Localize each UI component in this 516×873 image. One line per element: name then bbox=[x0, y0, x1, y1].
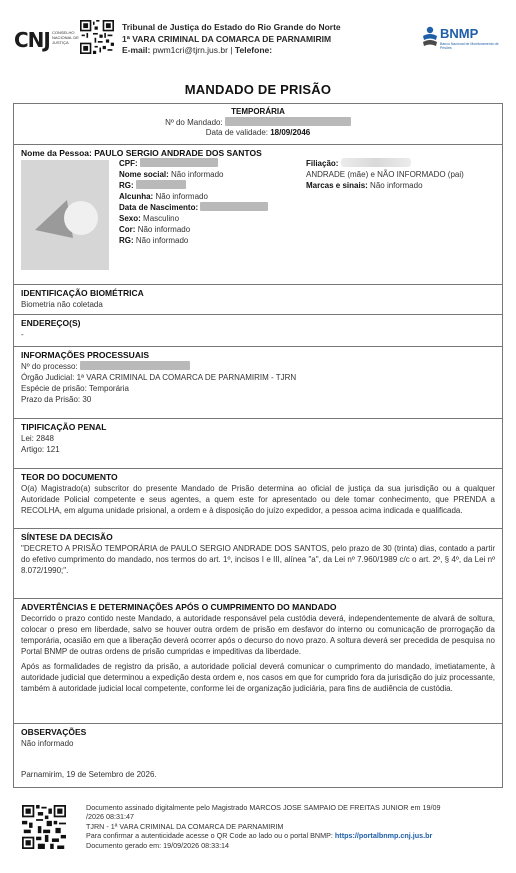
decision-text: "DECRETO A PRISÃO TEMPORÁRIA de PAULO SERGIO ANDRADE DOS SANTOS, pelo prazo de 30 (trinta) dias, contado a partir do efetivo cumprimento do mandado, nos termos do art. 1º, incisos I e III, alínea "a", da Lei nº 7.960/1989 c/c o art. 2º, § 4º, da Lei nº 8.072/1990;". bbox=[21, 544, 495, 575]
court-contact: E-mail: pwm1cri@tjrn.jus.br | Telefone: bbox=[122, 45, 273, 55]
observations-value: Não informado bbox=[21, 739, 74, 748]
penal-heading: TIPIFICAÇÃO PENAL bbox=[21, 422, 107, 432]
filiation-value: ANDRADE (mãe) e NÃO INFORMADO (pai) bbox=[306, 170, 464, 179]
observations-section bbox=[14, 723, 502, 789]
alias-row: Alcunha: Não informado bbox=[119, 192, 208, 201]
court-info bbox=[122, 22, 341, 57]
warnings-section bbox=[14, 598, 502, 723]
process-term-row: Prazo da Prisão: 30 bbox=[21, 395, 92, 404]
redacted-cpf bbox=[140, 158, 218, 167]
cnj-logo-subtitle: CONSELHO NACIONAL DE JUSTIÇA bbox=[52, 30, 79, 45]
signature-line-1: Documento assinado digitalmente pelo Magistrado MARCOS JOSE SAMPAIO DE FREITAS JUNIOR em 19/09 bbox=[86, 803, 441, 812]
decision-section bbox=[14, 528, 502, 598]
social-name-row: Nome social: Não informado bbox=[119, 170, 224, 179]
signature-info bbox=[86, 803, 440, 850]
address-heading: ENDEREÇO(S) bbox=[21, 318, 81, 328]
process-organ-row: Órgão Judicial: 1ª VARA CRIMINAL DA COMARCA DE PARNAMIRIM - TJRN bbox=[21, 373, 297, 382]
law-row: Lei: 2848 bbox=[21, 434, 54, 443]
redacted-process-number bbox=[80, 361, 190, 370]
birth-row: Data de Nascimento: bbox=[119, 202, 268, 213]
signature-line-2: /2026 08:31:47 bbox=[86, 812, 134, 822]
bnmp-logo-subtitle: Banco Nacional de Monitoramento de Prisões bbox=[440, 42, 499, 50]
blurred-filiation bbox=[341, 158, 411, 167]
image-placeholder-icon bbox=[21, 160, 109, 270]
signature-line-3: TJRN - 1ª VARA CRIMINAL DA COMARCA DE PARNAMIRIM bbox=[86, 821, 284, 831]
person-section bbox=[14, 144, 502, 284]
qr-code-icon bbox=[80, 20, 114, 54]
rg-row: RG: bbox=[119, 180, 268, 191]
cpf-row: CPF: bbox=[119, 158, 268, 169]
process-kind-row: Espécie de prisão: Temporária bbox=[21, 384, 129, 393]
rg2-row: RG: Não informado bbox=[119, 236, 189, 245]
warnings-heading: ADVERTÊNCIAS E DETERMINAÇÕES APÓS O CUMPRIMENTO DO MANDADO bbox=[21, 602, 337, 612]
place-and-date: Parnamirim, 19 de Setembro de 2026. bbox=[21, 770, 157, 779]
content-section bbox=[14, 468, 502, 528]
process-heading: INFORMAÇÕES PROCESSUAIS bbox=[21, 350, 149, 360]
court-name: Tribunal de Justiça do Estado do Rio Grande do Norte bbox=[122, 22, 341, 32]
sex-row: Sexo: Masculino bbox=[119, 214, 180, 223]
bnmp-logo: BNMP Banco Nacional de Monitoramento de Prisões bbox=[422, 24, 500, 54]
signature-footer bbox=[22, 800, 502, 860]
warnings-paragraph-1: Decorrido o prazo contido neste Mandado, a autoridade responsável pela custódia deverá, independentemente de alvará de soltura, colocar o preso em liberdade, salvo se houver outra ordem de prisão em desfavor do interno ou comunicação de prorrogação da temporária, ocasião em que a liberação deverá ocorrer após o decurso do novo prazo. A soltura deverá ser precedida de pesquisa no Portal BNMP de outras ordens de prisão cumpridas e impeditivas da liberdade. bbox=[21, 614, 495, 656]
penal-section bbox=[14, 418, 502, 468]
observations-heading: OBSERVAÇÕES bbox=[21, 727, 87, 737]
warrant-number: Nº do Mandado: bbox=[21, 117, 495, 128]
address-section bbox=[14, 314, 502, 346]
process-number-row: Nº do processo: bbox=[21, 361, 495, 372]
content-heading: TEOR DO DOCUMENTO bbox=[21, 472, 118, 482]
biometric-value: Biometria não coletada bbox=[21, 300, 103, 309]
content-text: O(a) Magistrado(a) subscritor do presente Mandado de Prisão determina ao oficial de justiça da sua jurisdição ou a qualquer Autoridade Policial competente e seus agentes, a quem este for apresentado ou dele tomar conhecimento, que PRENDA a RECOLHA, em alguma unidade prisional, a ordem e à disposição do juízo expedidor, a pessoa acima indicada e qualificada. bbox=[21, 484, 495, 515]
marks-row: Marcas e sinais: Não informado bbox=[306, 181, 423, 190]
warnings-paragraph-2: Após as formalidades de registro da prisão, a autoridade policial deverá comunicar o cumprimento do mandado, imetiatamente, à autoridade judicial que determinou a expedição desta ordem e, nos casos em que for cumprido fora da jurisdição do juiz processante, também à autoridade judicial local competente, conforme lei de organização judiciária, para fins de audiência de custódia. bbox=[21, 662, 495, 693]
person-name: Nome da Pessoa: PAULO SERGIO ANDRADE DOS SANTOS bbox=[21, 148, 262, 158]
signature-line-4: Para confirmar a autenticidade acesse o QR Code ao lado ou o portal BNMP: https://portalbnmp.cnj.jus.br bbox=[86, 831, 433, 841]
document-header bbox=[14, 20, 504, 60]
warrant-validity: Data de validade: 18/09/2046 bbox=[205, 128, 311, 137]
signature-line-5: Documento gerado em: 19/09/2026 08:33:14 bbox=[86, 840, 230, 850]
document-title: MANDADO DE PRISÃO bbox=[184, 82, 332, 97]
biometric-section bbox=[14, 284, 502, 314]
redacted-rg bbox=[136, 180, 186, 189]
court-unit: 1ª VARA CRIMINAL DA COMARCA DE PARNAMIRIM bbox=[122, 33, 332, 44]
warrant-frame bbox=[13, 103, 503, 788]
address-value: - bbox=[21, 330, 24, 339]
warrant-type: TEMPORÁRIA bbox=[231, 107, 285, 116]
article-row: Artigo: 121 bbox=[21, 445, 60, 454]
process-section bbox=[14, 346, 502, 418]
color-row: Cor: Não informado bbox=[119, 225, 191, 234]
redacted-warrant-number bbox=[225, 117, 351, 126]
court-email: pwm1cri@tjrn.jus.br bbox=[152, 45, 228, 55]
redacted-birth-date bbox=[200, 202, 268, 211]
portal-link[interactable]: https://portalbnmp.cnj.jus.br bbox=[334, 831, 433, 841]
person-details bbox=[119, 158, 268, 246]
biometric-heading: IDENTIFICAÇÃO BIOMÉTRICA bbox=[21, 288, 144, 298]
cnj-logo: CNJ CONSELHO NACIONAL DE JUSTIÇA bbox=[14, 28, 72, 52]
decision-heading: SÍNTESE DA DECISÃO bbox=[21, 532, 113, 542]
verification-qr-code-icon[interactable] bbox=[22, 800, 66, 854]
filiation-row: Filiação: bbox=[306, 158, 496, 169]
person-filiation bbox=[306, 158, 496, 191]
photo-placeholder bbox=[21, 160, 109, 270]
bnmp-emblem-icon bbox=[422, 26, 438, 50]
warrant-summary bbox=[14, 104, 502, 144]
